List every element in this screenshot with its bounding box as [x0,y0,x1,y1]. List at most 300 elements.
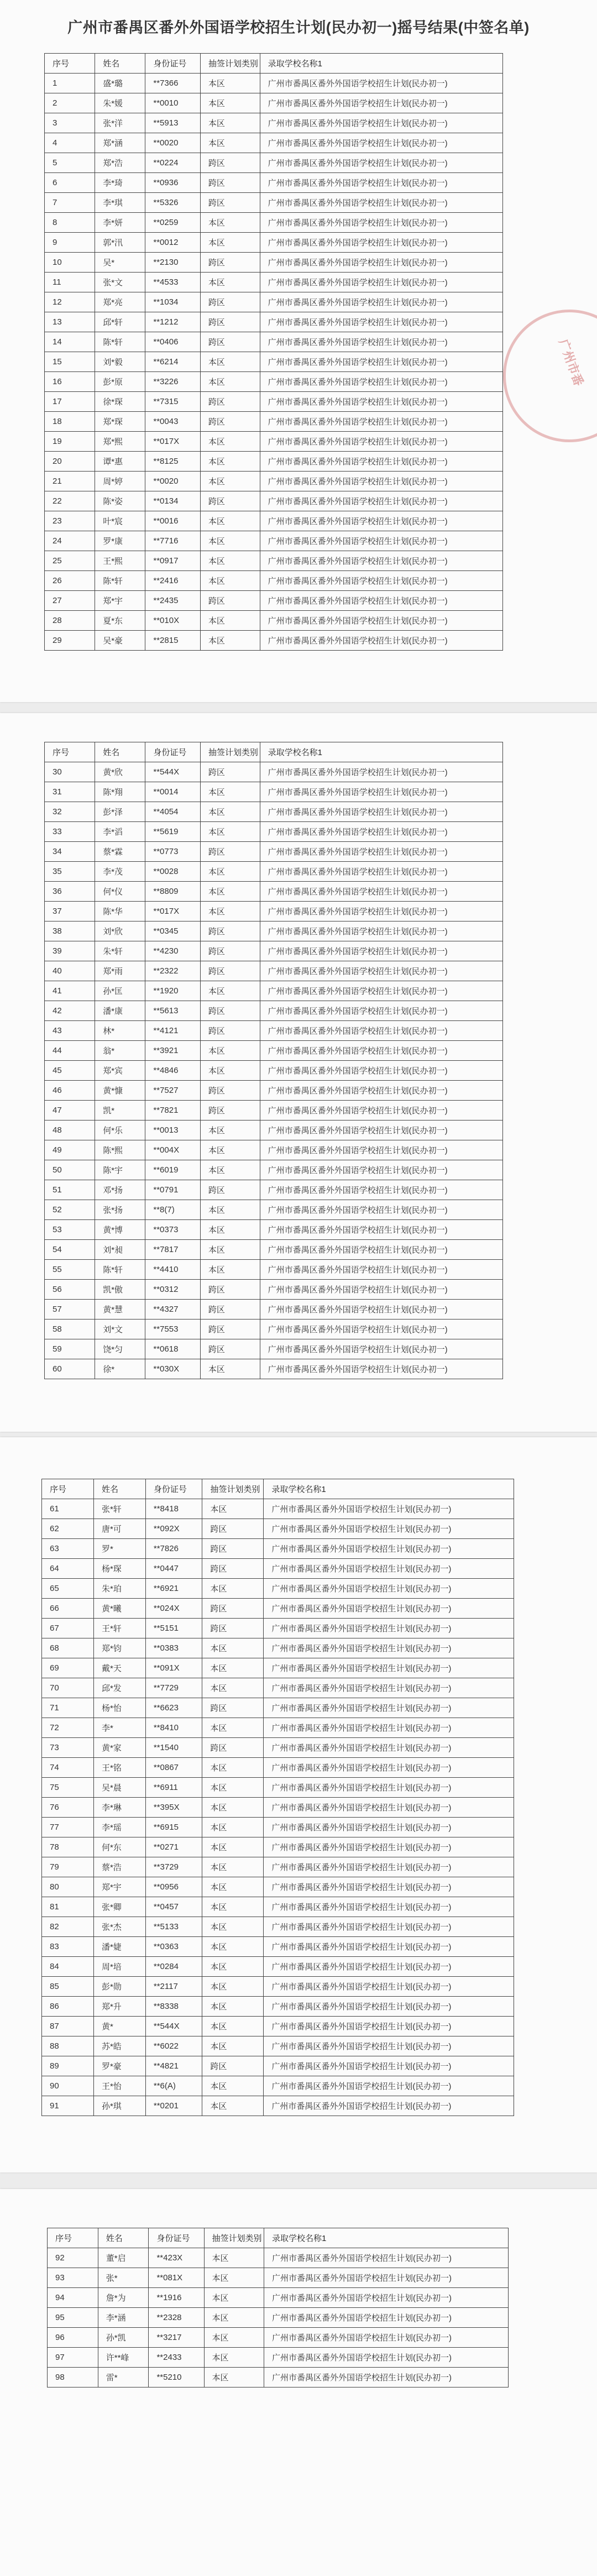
id-cell: **030X [145,1359,200,1379]
school-cell: 广州市番禺区番外外国语学校招生计划(民办初一) [260,113,502,133]
seq-cell: 39 [45,941,95,961]
category-cell: 本区 [202,2017,264,2036]
table-row [45,571,503,591]
category-cell: 跨区 [202,1599,264,1619]
name-cell: 许**峰 [98,2348,149,2368]
seq-cell: 60 [45,1359,95,1379]
category-cell: 本区 [202,1658,264,1678]
id-cell: **2433 [149,2348,204,2368]
category-cell: 本区 [202,1977,264,1997]
school-cell: 广州市番禺区番外外国语学校招生计划(民办初一) [260,1280,502,1300]
seq-cell: 75 [42,1778,94,1798]
id-cell: **4821 [145,2056,202,2076]
seq-cell: 26 [45,571,95,591]
category-cell: 本区 [202,1857,264,1877]
table-row [45,1339,503,1359]
id-cell: **3729 [145,1857,202,1877]
table-row [45,432,503,452]
header-category-cell: 抽签计划类别 [200,742,260,762]
seq-cell: 95 [48,2308,98,2328]
name-cell: 邱*轩 [95,312,145,332]
school-cell: 广州市番禺区番外外国语学校招生计划(民办初一) [264,1957,514,1977]
table-row [42,1937,514,1957]
document-page-4 [0,2189,597,2576]
name-cell: 朱*媛 [95,93,145,113]
seq-cell: 67 [42,1619,94,1638]
name-cell: 黄*家 [93,1738,145,1758]
seq-cell: 76 [42,1798,94,1818]
seq-cell: 53 [45,1220,95,1240]
seq-cell: 73 [42,1738,94,1758]
school-cell: 广州市番禺区番外外国语学校招生计划(民办初一) [260,273,502,292]
name-cell: 张*轩 [93,1499,145,1519]
name-cell: 张* [98,2268,149,2288]
id-cell: **0224 [145,153,200,173]
header-category-cell: 抽签计划类别 [200,54,260,74]
seq-cell: 18 [45,412,95,432]
id-cell: **2130 [145,253,200,273]
category-cell: 本区 [204,2268,264,2288]
table-row [45,1101,503,1121]
name-cell: 李*滔 [95,822,145,842]
school-cell: 广州市番禺区番外外国语学校招生计划(民办初一) [260,1339,502,1359]
school-cell: 广州市番禺区番外外国语学校招生计划(民办初一) [260,1300,502,1320]
category-cell: 本区 [200,1121,260,1140]
school-cell: 广州市番禺区番外外国语学校招生计划(民办初一) [260,352,502,372]
school-cell: 广州市番禺区番外外国语学校招生计划(民办初一) [260,1160,502,1180]
category-cell: 跨区 [200,961,260,981]
id-cell: **544X [145,762,200,782]
seq-cell: 6 [45,173,95,193]
category-cell: 本区 [204,2308,264,2328]
category-cell: 跨区 [202,1519,264,1539]
seq-cell: 42 [45,1001,95,1021]
id-cell: **4533 [145,273,200,292]
school-cell: 广州市番禺区番外外国语学校招生计划(民办初一) [260,1220,502,1240]
school-cell: 广州市番禺区番外外国语学校招生计划(民办初一) [260,1021,502,1041]
id-cell: **004X [145,1140,200,1160]
id-cell: **544X [145,2017,202,2036]
school-cell: 广州市番禺区番外外国语学校招生计划(民办初一) [264,1977,514,1997]
category-cell: 本区 [200,1160,260,1180]
category-cell: 本区 [202,1778,264,1798]
school-cell: 广州市番禺区番外外国语学校招生计划(民办初一) [260,591,502,611]
seq-cell: 70 [42,1678,94,1698]
table-row [45,332,503,352]
header-id-cell: 身份证号 [145,742,200,762]
category-cell: 跨区 [200,312,260,332]
school-cell: 广州市番禺区番外外国语学校招生计划(民办初一) [264,1758,514,1778]
table-row [45,551,503,571]
category-cell: 本区 [202,1499,264,1519]
school-cell: 广州市番禺区番外外国语学校招生计划(民办初一) [264,2368,508,2387]
category-cell: 本区 [202,1678,264,1698]
school-cell: 广州市番禺区番外外国语学校招生计划(民办初一) [260,802,502,822]
id-cell: **5210 [149,2368,204,2387]
table-row [45,93,503,113]
seq-cell: 90 [42,2076,94,2096]
seq-cell: 9 [45,233,95,253]
seq-cell: 36 [45,882,95,902]
category-cell: 本区 [200,213,260,233]
id-cell: **5133 [145,1917,202,1937]
category-cell: 本区 [202,1997,264,2017]
category-cell: 本区 [204,2348,264,2368]
name-cell: 张*扬 [95,1200,145,1220]
name-cell: 林* [95,1021,145,1041]
school-cell: 广州市番禺区番外外国语学校招生计划(民办初一) [264,1877,514,1897]
school-cell: 广州市番禺区番外外国语学校招生计划(民办初一) [260,1260,502,1280]
seq-cell: 1 [45,74,95,93]
table-row [42,1559,514,1579]
table-row [45,412,503,432]
name-cell: 何*仪 [95,882,145,902]
category-cell: 跨区 [200,1081,260,1101]
seq-cell: 48 [45,1121,95,1140]
name-cell: 苏*皓 [93,2036,145,2056]
school-cell: 广州市番禺区番外外国语学校招生计划(民办初一) [264,1499,514,1519]
school-cell: 广州市番禺区番外外国语学校招生计划(民办初一) [260,253,502,273]
table-header-row [45,742,503,762]
school-cell: 广州市番禺区番外外国语学校招生计划(民办初一) [264,1997,514,2017]
id-cell: **8418 [145,1499,202,1519]
header-seq-cell: 序号 [45,54,95,74]
table-row [45,1061,503,1081]
id-cell: **0312 [145,1280,200,1300]
header-seq-cell: 序号 [42,1479,94,1499]
category-cell: 本区 [200,472,260,491]
name-cell: 詹*为 [98,2288,149,2308]
seq-cell: 46 [45,1081,95,1101]
school-cell: 广州市番禺区番外外国语学校招生计划(民办初一) [260,882,502,902]
name-cell: 蔡*霖 [95,842,145,862]
name-cell: 谭*惠 [95,452,145,472]
name-cell: 黄* [93,2017,145,2036]
school-cell: 广州市番禺区番外外国语学校招生计划(民办初一) [264,1798,514,1818]
name-cell: 王*熙 [95,551,145,571]
school-cell: 广州市番禺区番外外国语学校招生计划(民办初一) [260,392,502,412]
school-cell: 广州市番禺区番外外国语学校招生计划(民办初一) [260,233,502,253]
table-row [42,1658,514,1678]
school-cell: 广州市番禺区番外外国语学校招生计划(民办初一) [260,1320,502,1339]
roster-table-page-1 [44,53,503,651]
seq-cell: 7 [45,193,95,213]
table-row [42,1698,514,1718]
table-row [45,1220,503,1240]
seq-cell: 45 [45,1061,95,1081]
school-cell: 广州市番禺区番外外国语学校招生计划(民办初一) [260,531,502,551]
id-cell: **4327 [145,1300,200,1320]
header-id-cell: 身份证号 [145,1479,202,1499]
seq-cell: 52 [45,1200,95,1220]
name-cell: 凯* [95,1101,145,1121]
name-cell: 杨*琛 [93,1559,145,1579]
seq-cell: 19 [45,432,95,452]
category-cell: 本区 [200,233,260,253]
name-cell: 吴*晨 [93,1778,145,1798]
school-cell: 广州市番禺区番外外国语学校招生计划(民办初一) [264,1658,514,1678]
seq-cell: 55 [45,1260,95,1280]
seq-cell: 27 [45,591,95,611]
name-cell: 董*启 [98,2248,149,2268]
table-row [45,591,503,611]
table-row [45,153,503,173]
seq-cell: 14 [45,332,95,352]
category-cell: 本区 [202,2036,264,2056]
seq-cell: 23 [45,511,95,531]
table-row [45,1021,503,1041]
school-cell: 广州市番禺区番外外国语学校招生计划(民办初一) [260,941,502,961]
table-row [48,2248,509,2268]
id-cell: **0373 [145,1220,200,1240]
name-cell: 彭*原 [95,372,145,392]
id-cell: **7821 [145,1101,200,1121]
name-cell: 李*茂 [95,862,145,882]
table-row [45,1160,503,1180]
seq-cell: 94 [48,2288,98,2308]
table-row [42,1599,514,1619]
school-cell: 广州市番禺区番外外国语学校招生计划(民办初一) [264,2328,508,2348]
id-cell: **5151 [145,1619,202,1638]
name-cell: 郑*宇 [93,1877,145,1897]
school-cell: 广州市番禺区番外外国语学校招生计划(民办初一) [260,981,502,1001]
table-row [48,2268,509,2288]
category-cell: 本区 [200,133,260,153]
category-cell: 本区 [200,1041,260,1061]
category-cell: 跨区 [200,1021,260,1041]
school-cell: 广州市番禺区番外外国语学校招生计划(民办初一) [260,173,502,193]
seq-cell: 54 [45,1240,95,1260]
category-cell: 本区 [200,74,260,93]
id-cell: **7826 [145,1539,202,1559]
table-row [45,822,503,842]
school-cell: 广州市番禺区番外外国语学校招生计划(民办初一) [264,1519,514,1539]
name-cell: 邓*扬 [95,1180,145,1200]
id-cell: **0447 [145,1559,202,1579]
id-cell: **2328 [149,2308,204,2328]
category-cell: 跨区 [200,1101,260,1121]
id-cell: **0406 [145,332,200,352]
name-cell: 徐* [95,1359,145,1379]
school-cell: 广州市番禺区番外外国语学校招生计划(民办初一) [264,1917,514,1937]
table-row [45,922,503,941]
category-cell: 本区 [202,1798,264,1818]
id-cell: **0457 [145,1897,202,1917]
table-row [42,1837,514,1857]
category-cell: 本区 [200,1140,260,1160]
school-cell: 广州市番禺区番外外国语学校招生计划(民办初一) [264,2017,514,2036]
seq-cell: 3 [45,113,95,133]
table-row [42,1778,514,1798]
school-cell: 广州市番禺区番外外国语学校招生计划(民办初一) [260,292,502,312]
table-row [42,1957,514,1977]
school-cell: 广州市番禺区番外外国语学校招生计划(民办初一) [260,1041,502,1061]
seq-cell: 20 [45,452,95,472]
name-cell: 孙*匡 [95,981,145,1001]
name-cell: 徐*琛 [95,392,145,412]
name-cell: 黄*欣 [95,762,145,782]
school-cell: 广州市番禺区番外外国语学校招生计划(民办初一) [264,1937,514,1957]
seq-cell: 77 [42,1818,94,1837]
seq-cell: 43 [45,1021,95,1041]
id-cell: **1920 [145,981,200,1001]
seq-cell: 8 [45,213,95,233]
seq-cell: 85 [42,1977,94,1997]
id-cell: **5613 [145,1001,200,1021]
roster-table-page-4 [47,2228,509,2387]
school-cell: 广州市番禺区番外外国语学校招生计划(民办初一) [260,472,502,491]
table-row [42,1877,514,1897]
seq-cell: 61 [42,1499,94,1519]
id-cell: **0791 [145,1180,200,1200]
school-cell: 广州市番禺区番外外国语学校招生计划(民办初一) [264,1599,514,1619]
name-cell: 郑*钧 [93,1638,145,1658]
table-row [42,1678,514,1698]
table-header-row [45,54,503,74]
category-cell: 本区 [200,981,260,1001]
school-cell: 广州市番禺区番外外国语学校招生计划(民办初一) [264,1619,514,1638]
category-cell: 本区 [200,93,260,113]
table-row [45,531,503,551]
name-cell: 郑*琛 [95,412,145,432]
category-cell: 跨区 [200,173,260,193]
seq-cell: 81 [42,1897,94,1917]
table-row [45,1041,503,1061]
id-cell: **6214 [145,352,200,372]
id-cell: **0134 [145,491,200,511]
header-id-cell: 身份证号 [145,54,200,74]
school-cell: 广州市番禺区番外外国语学校招生计划(民办初一) [260,961,502,981]
name-cell: 黄*慧 [95,1300,145,1320]
id-cell: **3921 [145,1041,200,1061]
school-cell: 广州市番禺区番外外国语学校招生计划(民办初一) [260,193,502,213]
table-row [42,1997,514,2017]
seq-cell: 71 [42,1698,94,1718]
category-cell: 本区 [202,1579,264,1599]
category-cell: 跨区 [202,1698,264,1718]
id-cell: **2435 [145,591,200,611]
category-cell: 跨区 [200,253,260,273]
name-cell: 张*洋 [95,113,145,133]
category-cell: 跨区 [200,292,260,312]
category-cell: 本区 [204,2248,264,2268]
seq-cell: 5 [45,153,95,173]
seq-cell: 30 [45,762,95,782]
id-cell: **4054 [145,802,200,822]
name-cell: 郑*雨 [95,961,145,981]
id-cell: **0012 [145,233,200,253]
table-row [45,1240,503,1260]
header-school-cell: 录取学校名称1 [260,742,502,762]
school-cell: 广州市番禺区番外外国语学校招生计划(民办初一) [260,1001,502,1021]
category-cell: 本区 [204,2368,264,2387]
seq-cell: 24 [45,531,95,551]
seq-cell: 33 [45,822,95,842]
id-cell: **0028 [145,862,200,882]
category-cell: 本区 [200,273,260,292]
name-cell: 刘*毅 [95,352,145,372]
table-row [42,1638,514,1658]
school-cell: 广州市番禺区番外外国语学校招生计划(民办初一) [260,611,502,631]
category-cell: 跨区 [200,762,260,782]
name-cell: 朱*轩 [95,941,145,961]
id-cell: **5326 [145,193,200,213]
seq-cell: 12 [45,292,95,312]
id-cell: **6623 [145,1698,202,1718]
table-row [45,213,503,233]
category-cell: 本区 [200,611,260,631]
category-cell: 本区 [202,1818,264,1837]
name-cell: 陈*熙 [95,1140,145,1160]
seq-cell: 4 [45,133,95,153]
table-row [42,2056,514,2076]
table-row [42,1897,514,1917]
table-row [45,173,503,193]
name-cell: 唐*可 [93,1519,145,1539]
id-cell: **010X [145,611,200,631]
school-cell: 广州市番禺区番外外国语学校招生计划(民办初一) [260,862,502,882]
id-cell: **6915 [145,1818,202,1837]
table-row [45,961,503,981]
table-row [45,862,503,882]
name-cell: 夏*东 [95,611,145,631]
table-row [45,981,503,1001]
school-cell: 广州市番禺区番外外国语学校招生计划(民办初一) [264,1718,514,1738]
seq-cell: 68 [42,1638,94,1658]
category-cell: 本区 [200,113,260,133]
seq-cell: 29 [45,631,95,651]
school-cell: 广州市番禺区番外外国语学校招生计划(民办初一) [264,2248,508,2268]
category-cell: 本区 [200,882,260,902]
seq-cell: 78 [42,1837,94,1857]
school-cell: 广州市番禺区番外外国语学校招生计划(民办初一) [260,902,502,922]
name-cell: 孙*凯 [98,2328,149,2348]
name-cell: 张*卿 [93,1897,145,1917]
id-cell: **7817 [145,1240,200,1260]
seq-cell: 83 [42,1937,94,1957]
roster-table-page-3 [41,1479,514,2116]
header-id-cell: 身份证号 [149,2228,204,2248]
name-cell: 周*婷 [95,472,145,491]
category-cell: 本区 [200,432,260,452]
id-cell: **017X [145,902,200,922]
category-cell: 本区 [200,1359,260,1379]
seq-cell: 84 [42,1957,94,1977]
seq-cell: 91 [42,2096,94,2116]
category-cell: 跨区 [202,1619,264,1638]
category-cell: 跨区 [200,591,260,611]
id-cell: **8(7) [145,1200,200,1220]
school-cell: 广州市番禺区番外外国语学校招生计划(民办初一) [260,511,502,531]
table-header-row [48,2228,509,2248]
school-cell: 广州市番禺区番外外国语学校招生计划(民办初一) [264,2348,508,2368]
id-cell: **0043 [145,412,200,432]
document-page-3 [0,1437,597,2172]
header-school-cell: 录取学校名称1 [260,54,502,74]
table-row [45,882,503,902]
school-cell: 广州市番禺区番外外国语学校招生计划(民办初一) [264,2036,514,2056]
category-cell: 本区 [202,1917,264,1937]
table-row [45,1081,503,1101]
table-row [45,472,503,491]
seq-cell: 34 [45,842,95,862]
seq-cell: 15 [45,352,95,372]
category-cell: 本区 [200,1200,260,1220]
id-cell: **2416 [145,571,200,591]
category-cell: 本区 [204,2328,264,2348]
document-page-2 [0,713,597,1432]
seq-cell: 72 [42,1718,94,1738]
